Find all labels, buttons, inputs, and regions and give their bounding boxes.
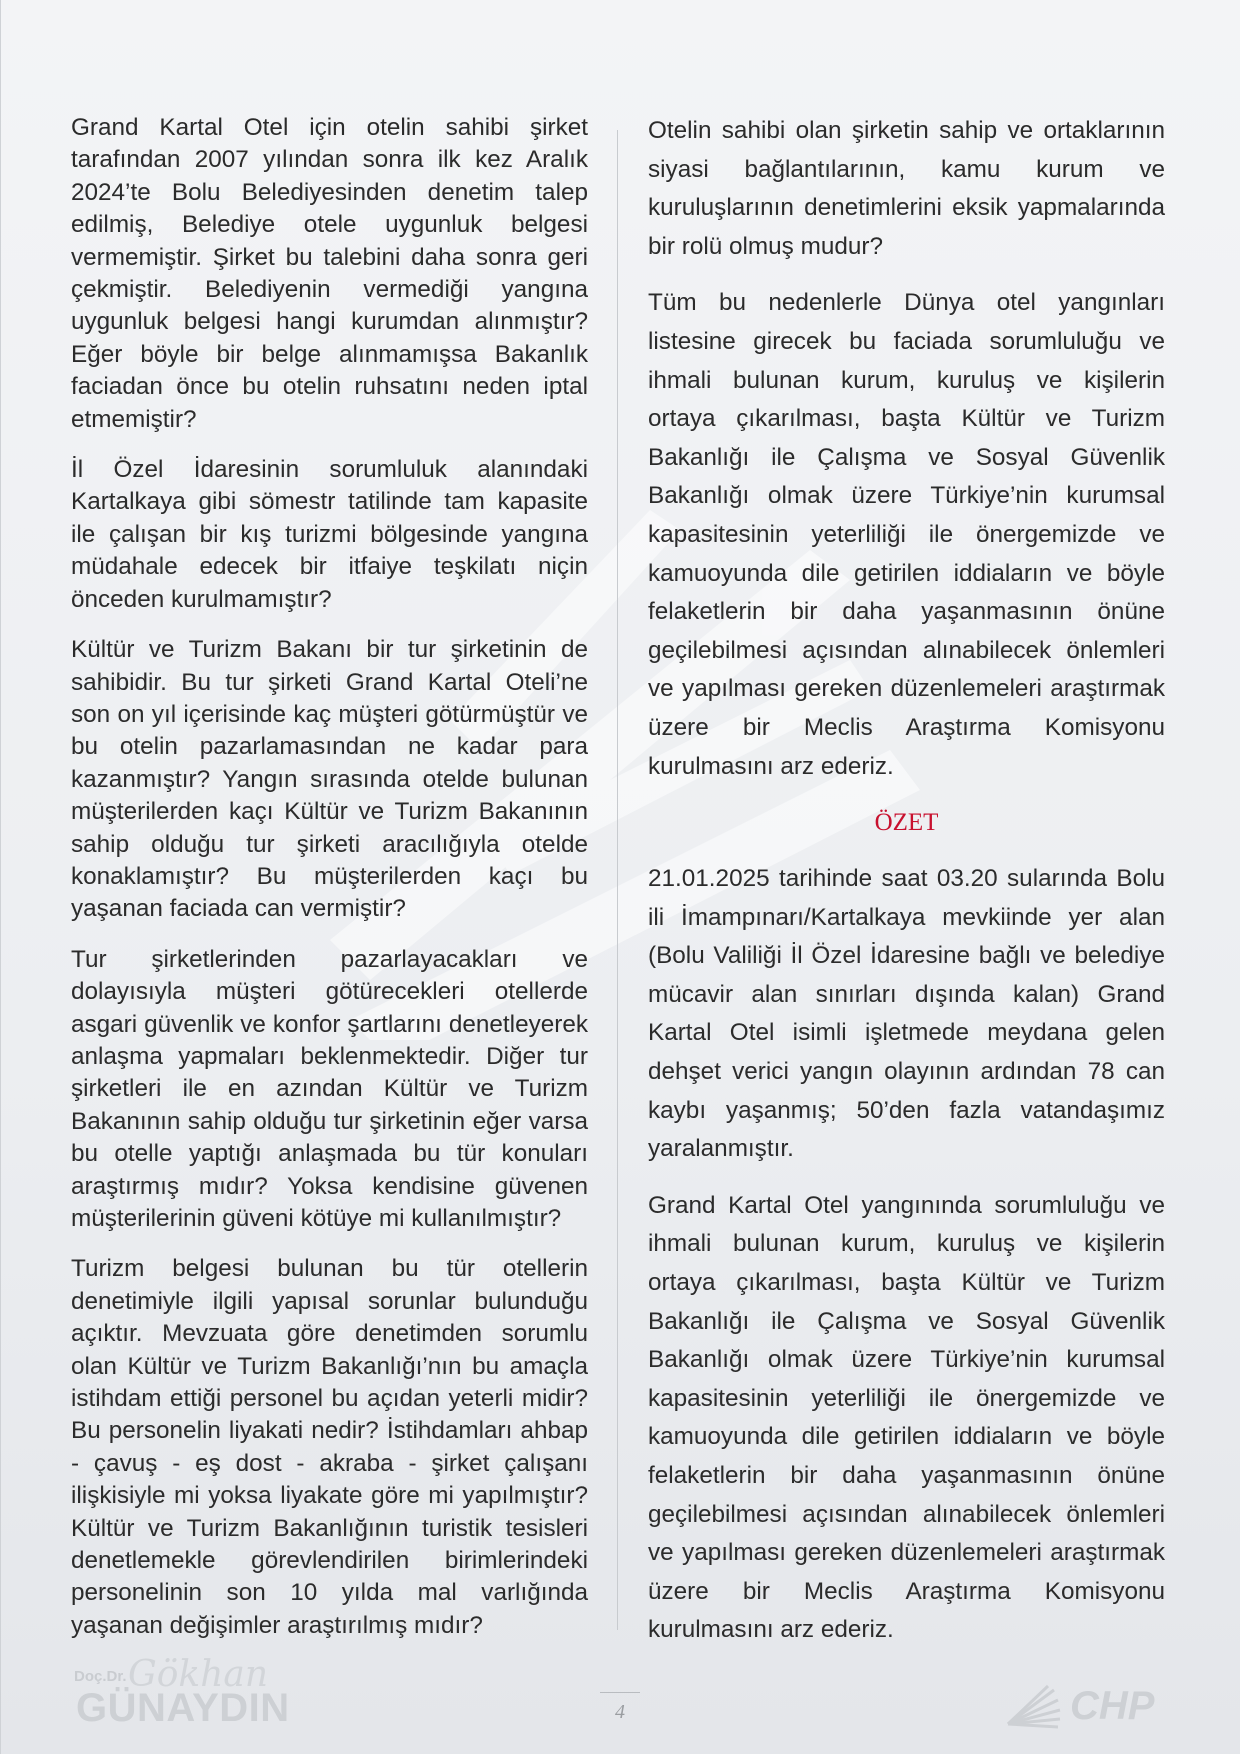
right-paragraph-4: Grand Kartal Otel yangınında sorumluluğu ve ihmali bulunan kurum, kuruluş ve kişilerin ortaya çıkarılması, başta Kültür ve Turizm Bakanlığı ile Çalışma ve Sosyal Güvenlik Bakanlığı olmak üzere Türkiye’nin kurumsal kapasitesinin yeterliliği ile önergemizde ve kamuoyunda dile getirilen iddiaların ve böyle felaketlerin bir daha yaşanmasının önüne geçilebilmesi açısından alınabilecek önlemleri ve yapılması gereken düzenlemeleri araştırmak üzere bir Meclis Araştırma Komisyonu kurulmasını arz ederiz. (648, 1191, 1165, 1644)
left-paragraph-4: Tur şirketlerinden pazarlayacakları ve dolayısıyla müşteri götürecekleri otellerde asgari güvenlik ve konfor şartlarını denetleyerek anlaşma yapmaları beklenmektedir. Diğer tur şirketleri ile en azından Kültür ve Turizm Bakanının sahip olduğu tur şirketinin eğer varsa bu otelle yaptığı anlaşmada bu tür konuları araştırmış mıdır? Yoksa kendisine güvenen müşterilerinin güveni kötüye mi kullanılmıştır? (71, 945, 588, 1232)
chp-arrows-icon (1004, 1684, 1064, 1730)
left-paragraph-2: İl Özel İdaresinin sorumluluk alanındaki Kartalkaya gibi sömestr tatilinde tam kapasite ile çalışan bir kış turizmi bölgesinde yangına müdahale edecek bir itfaiye teşkilatı niçin önceden kurulmamıştır? (71, 456, 588, 613)
right-paragraph-3: 21.01.2025 tarihinde saat 03.20 sularında Bolu ili İmampınarı/Kartalkaya mevkiinde yer alan (Bolu Valiliği İl Özel İdaresine bağlı ve belediye mücavir alan sınırları dışında kalan) Grand Kartal Otel isimli işletmede meydana gelen dehşet verici yangın olayının ardından 78 can kaybı yaşanmış; 50’den fazla vatandaşımız yaralanmıştır. (648, 865, 1165, 1163)
chp-logo-text: CHP (1070, 1684, 1155, 1728)
logo-name: GÜNAYDIN (76, 1686, 290, 1730)
page-number-block (600, 1692, 640, 1724)
column-divider (617, 130, 618, 1630)
footer-logo-right (1004, 1684, 1170, 1730)
right-paragraph-1: Otelin sahibi olan şirketin sahip ve ortaklarının siyasi bağlantılarının, kamu kurum ve kuruluşlarının denetimlerini eksik yapmalarında bir rolü olmuş mudur? (648, 117, 1165, 260)
logo-title: Doç.Dr. (74, 1668, 127, 1685)
right-paragraph-2: Tüm bu nedenlerle Dünya otel yangınları listesine girecek bu faciada sorumluluğu ve ihmali bulunan kurum, kuruluş ve kişilerin ortaya çıkarılması, başta Kültür ve Turizm Bakanlığı ile Çalışma ve Sosyal Güvenlik Bakanlığı olmak üzere Türkiye’nin kurumsal kapasitesinin yeterliliği ile önergemizde ve kamuoyunda dile getirilen iddiaların ve böyle felaketlerin bir daha yaşanmasının önüne geçilebilmesi açısından alınabilecek önlemleri ve yapılması gereken düzenlemeleri araştırmak üzere bir Meclis Araştırma Komisyonu kurulmasını arz ederiz. (648, 289, 1165, 780)
footer-logo-left (74, 1654, 290, 1730)
left-paragraph-1: Grand Kartal Otel için otelin sahibi şirket tarafından 2007 yılından sonra ilk kez Aralık 2024’te Bolu Belediyesinden denetim talep edilmiş, Belediye otele uygunluk belgesi vermemiştir. Şirket bu talebini daha sonra geri çekmiştir. Belediyenin vermediği yangına uygunluk belgesi hangi kurumdan alınmıştır? Eğer böyle bir belge alınmamışsa Bakanlık faciadan önce bu otelin ruhsatını neden iptal etmemiştir? (71, 114, 588, 433)
logo-signature: Gökhan (128, 1654, 269, 1695)
page-number-rule (600, 1692, 640, 1693)
right-column (648, 112, 1165, 1668)
left-column (71, 112, 588, 1660)
page-number: 4 (615, 1701, 625, 1723)
summary-heading: ÖZET (874, 809, 939, 837)
left-paragraph-5: Turizm belgesi bulunan bu tür otellerin denetimiyle ilgili yapısal sorunlar bulunduğu açıktır. Mevzuata göre denetimden sorumlu olan Kültür ve Turizm Bakanlığı’nın bu amaçla istihdam ettiği personel bu açıdan yeterli midir? Bu personelin liyakati nedir? İstihdamları ahbap - çavuş - eş dost - akraba - şirket çalışanı ilişkisiyle mi yoksa liyakate göre mi yapılmıştır? Kültür ve Turizm Bakanlığının turistik tesisleri denetlemekle görevlendirilen birimlerindeki personelinin son 10 yılda mal varlığında yaşanan değişimler araştırılmış mıdır? (71, 1255, 588, 1639)
left-paragraph-3: Kültür ve Turizm Bakanı bir tur şirketinin de sahibidir. Bu tur şirketi Grand Kartal Oteli’ne son on yıl içerisinde kaç müşteri götürmüştür ve bu otelin pazarlamasından ne kadar para kazanmıştır? Yangın sırasında otelde bulunan müşterilerden kaçı Kültür ve Turizm Bakanının sahip olduğu tur şirketi aracılığıyla otelde konaklamıştır? Bu müşterilerden kaçı bu yaşanan faciada can vermiştir? (71, 636, 588, 923)
